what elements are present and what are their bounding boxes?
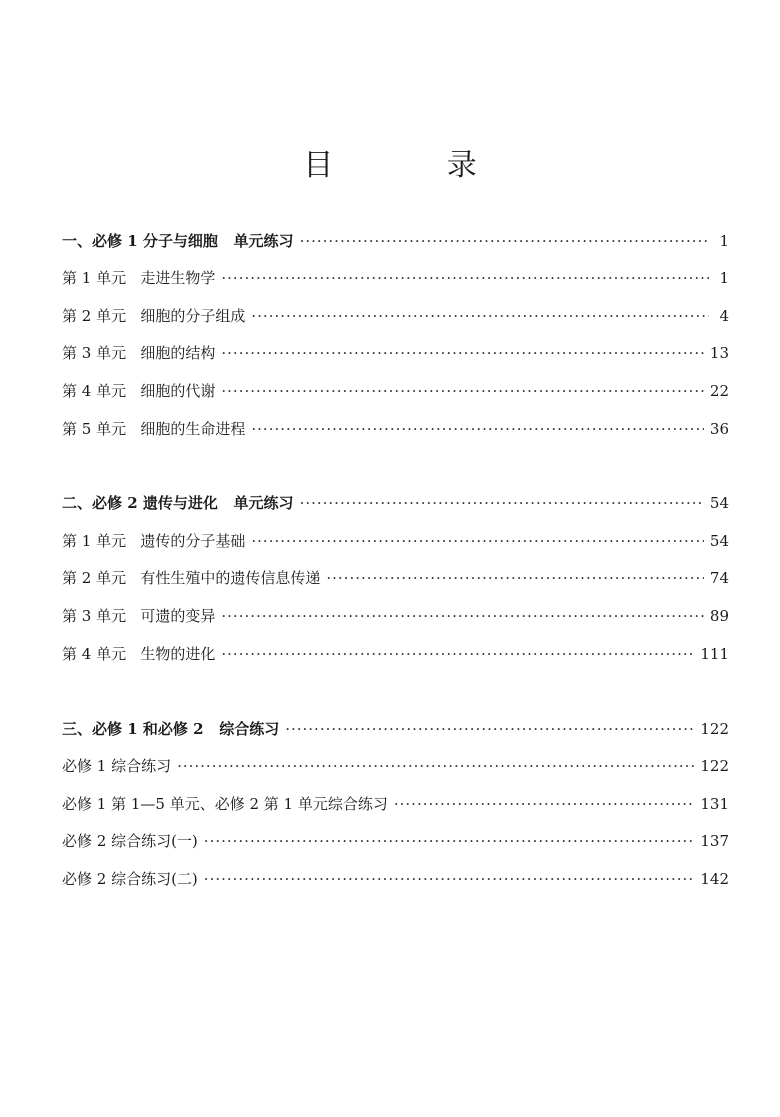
toc-section-heading[interactable] bbox=[62, 492, 729, 516]
leader-dots bbox=[251, 307, 709, 325]
leader-dots bbox=[204, 870, 695, 888]
toc-page-number: 131 bbox=[700, 795, 729, 813]
toc-entry[interactable] bbox=[62, 305, 729, 329]
toc-entry-label: 第 3 单元 可遗的变异 bbox=[62, 607, 216, 625]
toc-entry[interactable] bbox=[62, 793, 729, 817]
toc-entry[interactable] bbox=[62, 868, 729, 892]
leader-dots bbox=[221, 645, 694, 663]
toc-entry-label: 第 4 单元 生物的进化 bbox=[62, 645, 216, 663]
toc-entry-label: 第 5 单元 细胞的生命进程 bbox=[62, 420, 246, 438]
leader-dots bbox=[221, 344, 704, 362]
leader-dots bbox=[204, 832, 695, 850]
toc-page-number: 36 bbox=[709, 420, 729, 438]
leader-dots bbox=[300, 232, 709, 250]
toc-entry[interactable] bbox=[62, 530, 729, 554]
toc-entry[interactable] bbox=[62, 755, 729, 779]
toc-entry[interactable] bbox=[62, 567, 729, 591]
toc-page-number: 111 bbox=[700, 645, 729, 663]
toc-entry-label: 第 3 单元 细胞的结构 bbox=[62, 344, 216, 362]
toc-entry[interactable] bbox=[62, 605, 729, 629]
toc-entry[interactable] bbox=[62, 418, 729, 442]
toc-page-number: 74 bbox=[709, 569, 729, 587]
toc-page-number: 22 bbox=[709, 382, 729, 400]
toc-entry[interactable] bbox=[62, 267, 729, 291]
toc-page-number: 89 bbox=[709, 607, 729, 625]
toc-entry-label: 第 1 单元 遗传的分子基础 bbox=[62, 532, 246, 550]
toc-entry[interactable] bbox=[62, 643, 729, 667]
toc-entry-label: 必修 1 第 1—5 单元、必修 2 第 1 单元综合练习 bbox=[62, 795, 388, 813]
toc-page-number: 122 bbox=[700, 720, 729, 738]
leader-dots bbox=[251, 420, 704, 438]
toc-entry-label: 一、必修 1 分子与细胞 单元练习 bbox=[62, 232, 294, 250]
toc-entry-label: 二、必修 2 遗传与进化 单元练习 bbox=[62, 494, 294, 512]
toc-page-number: 4 bbox=[719, 307, 729, 325]
toc-section-heading[interactable] bbox=[62, 718, 729, 742]
toc-entry-label: 必修 1 综合练习 bbox=[62, 757, 172, 775]
toc-page-number: 122 bbox=[700, 757, 729, 775]
leader-dots bbox=[326, 569, 704, 587]
toc-page-number: 1 bbox=[719, 269, 729, 287]
toc-page-number: 54 bbox=[709, 494, 729, 512]
leader-dots bbox=[221, 382, 704, 400]
toc-entry-label: 第 2 单元 有性生殖中的遗传信息传递 bbox=[62, 569, 321, 587]
leader-dots bbox=[221, 607, 704, 625]
leader-dots bbox=[285, 720, 694, 738]
leader-dots bbox=[221, 269, 709, 287]
toc-page-number: 13 bbox=[709, 344, 729, 362]
toc-page-number: 137 bbox=[700, 832, 729, 850]
toc-page-number: 1 bbox=[719, 232, 729, 250]
leader-dots bbox=[300, 494, 704, 512]
leader-dots bbox=[394, 795, 694, 813]
toc-section-heading[interactable] bbox=[62, 230, 729, 254]
toc-entry-label: 三、必修 1 和必修 2 综合练习 bbox=[62, 720, 280, 738]
toc-entry-label: 必修 2 综合练习(二) bbox=[62, 870, 198, 888]
toc-page-number: 142 bbox=[700, 870, 729, 888]
toc-entry-label: 第 4 单元 细胞的代谢 bbox=[62, 382, 216, 400]
page-title: 目 录 bbox=[303, 148, 529, 183]
toc-entry[interactable] bbox=[62, 342, 729, 366]
toc-page-number: 54 bbox=[709, 532, 729, 550]
toc-entry-label: 第 1 单元 走进生物学 bbox=[62, 269, 216, 287]
toc-entry-label: 第 2 单元 细胞的分子组成 bbox=[62, 307, 246, 325]
toc-entry[interactable] bbox=[62, 830, 729, 854]
leader-dots bbox=[251, 532, 704, 550]
toc-entry-label: 必修 2 综合练习(一) bbox=[62, 832, 198, 850]
toc-entry[interactable] bbox=[62, 380, 729, 404]
leader-dots bbox=[177, 757, 694, 775]
